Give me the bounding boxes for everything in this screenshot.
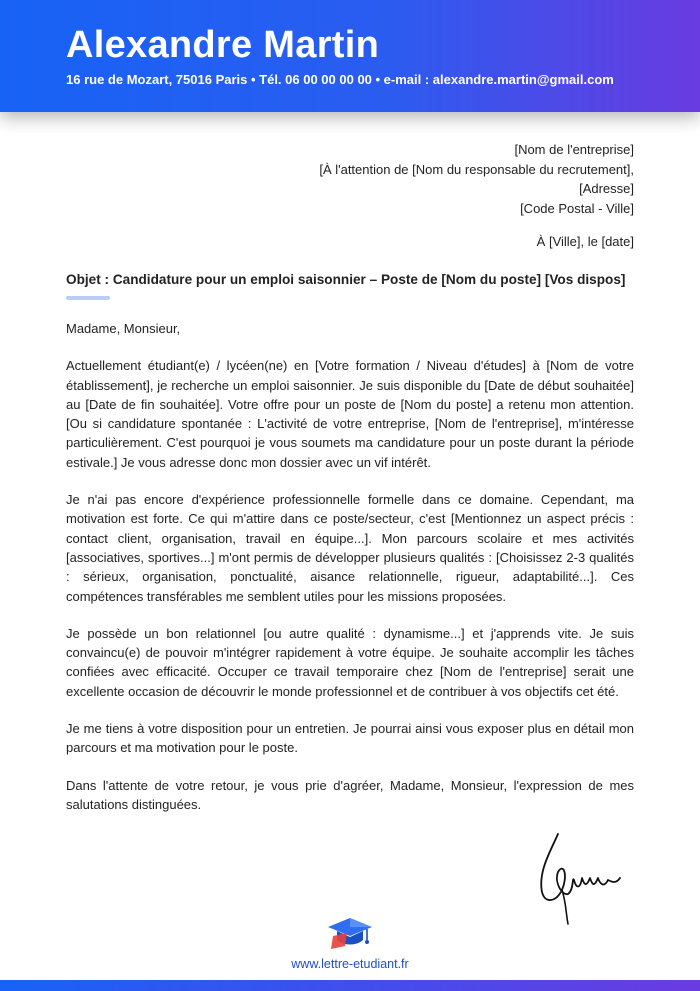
recipient-block xyxy=(74,140,634,218)
salutation: Madame, Monsieur, xyxy=(66,321,181,336)
letter-body xyxy=(66,319,634,832)
paragraph-3: Je possède un bon relationnel [ou autre qualité : dynamisme...] et j'apprends vite. Je suis convaincu(e) de pouvoir m'intégrer rapidement à votre équipe. Je souhaite accomplir les tâches confiées avec efficacité. Occuper ce travail temporaire chez [Nom de l'entreprise] serait une excellente occasion de découvrir le monde professionnel et de contribuer à vos objectifs cet été. xyxy=(66,625,634,699)
letter-subject: Objet : Candidature pour un emploi saisonnier – Poste de [Nom du poste] [Vos dispos] xyxy=(66,272,626,287)
sender-name: Alexandre Martin xyxy=(66,24,380,66)
letter-date: À [Ville], le [date] xyxy=(536,234,634,249)
sender-contact: 16 rue de Mozart, 75016 Paris • Tél. 06 00 00 00 00 • e-mail : alexandre.martin@gmail.com xyxy=(66,72,614,87)
paragraph-4: Je me tiens à votre disposition pour un entretien. Je pourrai ainsi vous exposer plus en détail mon parcours et ma motivation pour le poste. xyxy=(66,721,634,756)
paragraph-2: Je n'ai pas encore d'expérience professionnelle formelle dans ce domaine. Cependant, ma motivation est forte. Ce qui m'attire dans ce poste/secteur, c'est [Mentionnez un aspect précis : contact client, organisation, travail en équipe...]. Mon parcours scolaire et mes activités [associatives, sportives...] m'ont permis de développer plusieurs qualités : [Choisissez 2-3 qualités : sérieux, organisation, ponctualité, aisance relationnelle, rigueur, adaptabilité...]. Ces compétences transférables me semblent utiles pour les missions proposées. xyxy=(66,492,634,604)
graduation-cap-icon xyxy=(327,916,373,950)
paragraph-1: Actuellement étudiant(e) / lycéen(ne) en [Votre formation / Niveau d'études] à [Nom de votre établissement], je recherche un emploi saisonnier. Je suis disponible du [Date de début souhaitée] au [Date de fin souhaitée]. Votre offre pour un poste de [Nom du poste] a retenu mon attention. [Ou si candidature spontanée : L'activité de votre entreprise, [Nom de l'entreprise], m'intéresse particulièrement. C'est pourquoi je vous soumets ma candidature pour un poste durant la période estivale.] Je vous adresse donc mon dossier avec un vif intérêt. xyxy=(66,358,634,470)
recipient-attention: [À l'attention de [Nom du responsable du recrutement], xyxy=(319,161,634,177)
recipient-address: [Adresse] xyxy=(579,181,634,196)
subject-underline xyxy=(66,296,110,300)
recipient-company: [Nom de l'entreprise] xyxy=(514,142,634,157)
letter-header xyxy=(0,0,700,112)
footer-bar xyxy=(0,980,700,991)
footer-website: www.lettre-etudiant.fr xyxy=(291,957,409,971)
recipient-postal: [Code Postal - Ville] xyxy=(520,200,634,216)
paragraph-5: Dans l'attente de votre retour, je vous prie d'agréer, Madame, Monsieur, l'expression de mes salutations distinguées. xyxy=(66,777,634,812)
handwritten-signature xyxy=(528,832,628,928)
